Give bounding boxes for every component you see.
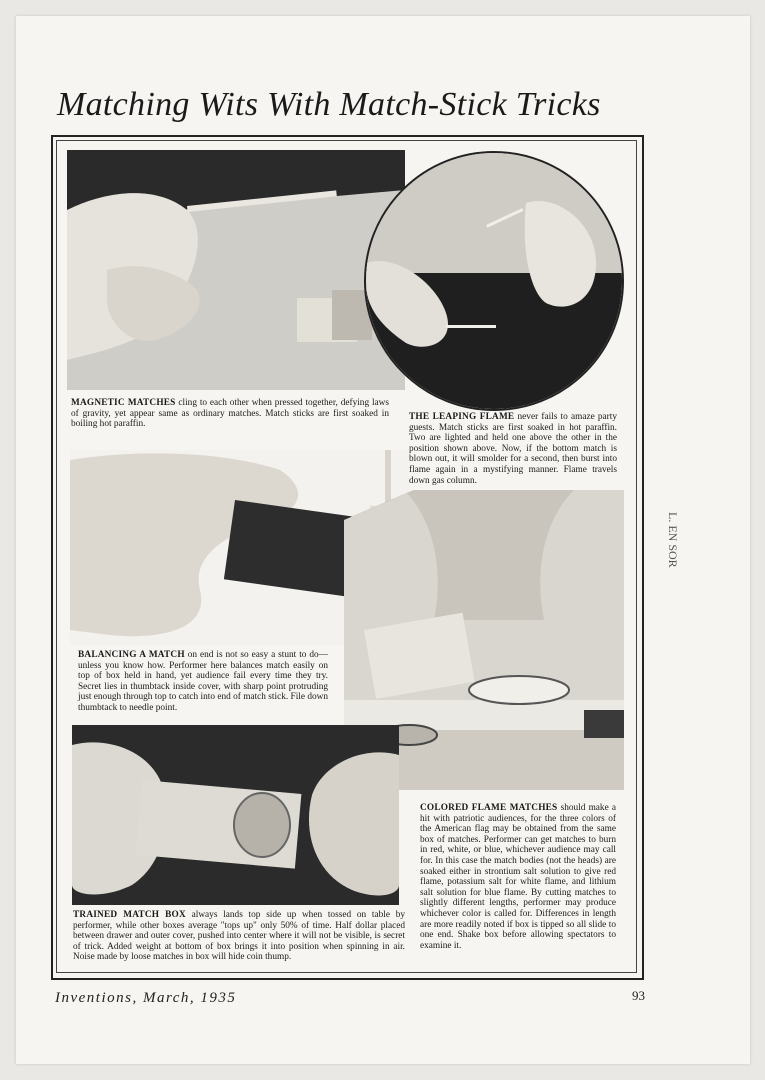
caption-colored-lead: COLORED FLAME MATCHES — [420, 803, 558, 813]
caption-balancing-body: on end is not so easy a stunt to do—unless you know how. Performer here balances match easily on top of box held in hand, yet audience fail every time they try. Secret lies in thumbtack inside cover, with sharp point protruding just enough through top to catch into end of match stick. File down thumbtack to needle point. — [78, 650, 328, 713]
photo-trained-match-box — [72, 725, 399, 905]
caption-trained-lead: TRAINED MATCH BOX — [73, 910, 186, 920]
caption-leaping-lead: THE LEAPING FLAME — [409, 412, 515, 422]
publication-footer: Inventions, March, 1935 — [55, 990, 237, 1006]
caption-leaping-flame — [409, 412, 617, 486]
photo-magnetic-matches — [67, 150, 405, 390]
caption-balancing-lead: BALANCING A MATCH — [78, 650, 185, 660]
caption-magnetic-matches — [71, 398, 389, 430]
photo-leaping-flame — [364, 151, 624, 411]
caption-colored-body: should make a hit with patriotic audiences, for the three colors of the American flag may be obtained from the same box of matches. Performer can get matches to burn in red, white, or blue, whichever audience may call for. In this case the match bodies (not the heads) are soaked either in strontium salt solution to give red flame, potassium salt for white flame, and lithium salt solution for blue flame. By cutting matches to slightly different lengths, performer may produce whichever color is called for. Differences in length are more readily noted if box is tipped so all slide to one end. Shake box before allowing spectators to examine it. — [420, 803, 616, 951]
caption-magnetic-lead: MAGNETIC MATCHES — [71, 398, 176, 408]
caption-leaping-body: never fails to amaze party guests. Match sticks are first soaked in hot paraffin. Two are lighted and held one above the other in the position shown above. Now, if the bottom match is blown out, it will smolder for a second, then burst into flame again in a mystifying manner. Flame travels down gas column. — [409, 412, 618, 486]
page-number: 93 — [632, 988, 645, 1003]
margin-handwriting: L. EN SOR — [666, 512, 680, 568]
caption-colored-flame — [420, 803, 616, 951]
page-title: Matching Wits With Match-Stick Tricks — [57, 86, 601, 123]
caption-magnetic-body: cling to each other when pressed together, defying laws of gravity, yet appear same as ordinary matches. Match sticks are first soaked in boiling hot paraffin. — [71, 398, 389, 430]
caption-balancing-match — [78, 650, 328, 714]
caption-trained-match-box — [73, 910, 405, 963]
caption-trained-body: always lands top side up when tossed on table by performer, while other boxes average "tops up" only 50% of time. Half dollar placed between drawer and outer cover, pushed into center where it will not be visible, is secret of trick. Added weight at bottom of box brings it into position when spinning in air. Noise made by loose matches in box will hide coin thump. — [73, 910, 405, 963]
